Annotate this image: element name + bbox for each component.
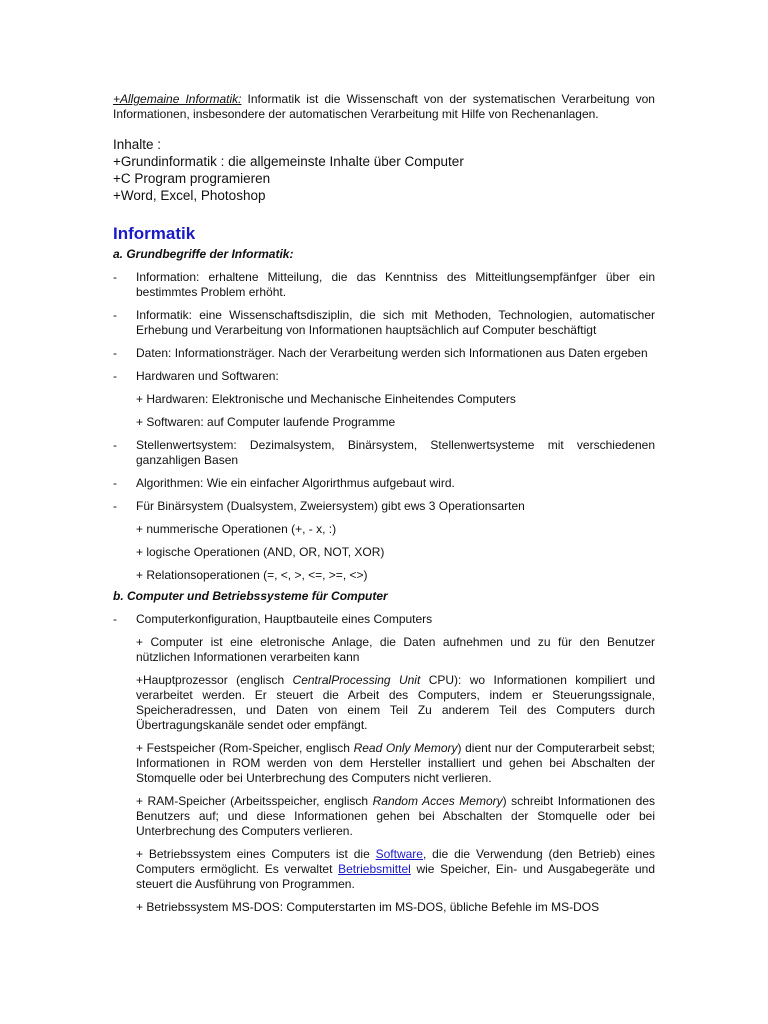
bullet-dash: -: [113, 612, 117, 626]
bullet-item: [113, 499, 655, 514]
bullet-item: [113, 369, 655, 384]
bullet-dash: -: [113, 499, 117, 513]
intro-paragraph: [113, 92, 655, 122]
msdos-paragraph: + Betriebssystem MS-DOS: Computerstarten im MS-DOS, übliche Befehle im MS-DOS: [136, 900, 600, 914]
text-run: wie Speicher, Ein- und Ausgabegeräte und steuert die Ausführung von Programmen.: [136, 862, 655, 891]
section-b-title: b. Computer und Betriebssysteme für Computer: [113, 589, 388, 603]
intro-text: Informatik ist die Wissenschaft von der systematischen Verarbeitung von Informationen, insbesondere der automatischen Verarbeitung mit Hilfe von Rechenanlagen.: [113, 92, 655, 121]
rom-paragraph: [113, 741, 655, 786]
bullet-dash: -: [113, 476, 117, 490]
bullet-item: [113, 308, 655, 338]
italic-term: Read Only Memory: [353, 741, 458, 755]
sub-item: + Hardwaren: Elektronische und Mechanische Einheitendes Computers: [136, 392, 516, 406]
contents-list: [113, 136, 655, 204]
bullet-text: Stellenwertsystem: Dezimalsystem, Binärsystem, Stellenwertsysteme mit verschiedenen ganzahligen Basen: [136, 438, 655, 467]
bullet-text: Algorithmen: Wie ein einfacher Algorirthmus aufgebaut wird.: [136, 476, 455, 490]
italic-term: Random Acces Memory: [372, 794, 503, 808]
text-run: +Hauptprozessor (englisch: [136, 673, 293, 687]
text-run: + RAM-Speicher (Arbeitsspeicher, englisch: [136, 794, 373, 808]
contents-title: Inhalte :: [113, 137, 162, 152]
bullet-dash: -: [113, 346, 117, 360]
cpu-paragraph: [113, 673, 655, 733]
text-run: ) dient nur der Computerarbeit sebst; Informationen in ROM werden von dem Hersteller installiert und gehen bei Abschalten der Stomquelle oder bei Unterbrechung des Computers nicht verlieren.: [136, 741, 655, 785]
bullet-text: Daten: Informationsträger. Nach der Verarbeitung werden sich Informationen aus Daten ergeben: [136, 346, 648, 360]
bullet-dash: -: [113, 369, 117, 383]
betriebsmittel-link[interactable]: Betriebsmittel: [338, 862, 411, 876]
bullet-item: [113, 346, 655, 361]
bullet-item: [113, 438, 655, 468]
text-run: , die die Verwendung (den Betrieb) eines Computers ermöglicht. Es verwaltet: [136, 847, 655, 876]
bullet-text: Hardwaren und Softwaren:: [136, 369, 279, 383]
bullet-text: Computerkonfiguration, Hauptbauteile eines Computers: [136, 612, 433, 626]
software-link[interactable]: Software: [375, 847, 423, 861]
bullet-text: Information: erhaltene Mitteilung, die das Kenntniss des Mitteitlungsempfänfger über ein bestimmtes Problem erhöht.: [136, 270, 655, 299]
contents-item: +Grundinformatik : die allgemeinste Inhalte über Computer: [113, 154, 464, 169]
os-paragraph: [113, 847, 655, 892]
contents-item: +Word, Excel, Photoshop: [113, 188, 266, 203]
sub-item: + Softwaren: auf Computer laufende Programme: [136, 415, 396, 429]
ram-paragraph: [113, 794, 655, 839]
bullet-item: [113, 270, 655, 300]
bullet-text: Informatik: eine Wissenschaftsdisziplin, die sich mit Methoden, Technologien, automatischer Erhebung und Verarbeitung von Informationen hauptsächlich auf Computer beschäftigt: [136, 308, 655, 337]
text-run: ) schreibt Informationen des Benutzers auf; und diese Informationen gehen bei Abschalten der Stomquelle oder bei Unterbrechung des Computers verlieren.: [136, 794, 655, 838]
computer-paragraph: + Computer ist eine eletronische Anlage, die Daten aufnehmen und zu für den Benutzer nützlichen Informationen verarbeiten kann: [136, 635, 655, 664]
main-heading: Informatik: [113, 224, 196, 243]
bullet-item: [113, 612, 655, 627]
section-a-title: a. Grundbegriffe der Informatik:: [113, 247, 294, 261]
contents-item: +C Program programieren: [113, 171, 271, 186]
bullet-item: [113, 476, 655, 491]
text-run: CPU): wo Informationen kompiliert und verarbeitet werden. Er steuert die Arbeit des Computers, indem er Steuerungssignale, Speicheradressen, und Daten von einem Teil Zu anderem Teil des Computers durch Übertragungskanäle sendet oder empfängt.: [136, 673, 656, 732]
italic-term: CentralProcessing Unit: [292, 673, 421, 687]
document-body: [113, 92, 655, 915]
bullet-text: Für Binärsystem (Dualsystem, Zweiersystem) gibt ews 3 Operationsarten: [136, 499, 525, 513]
bullet-dash: -: [113, 438, 117, 452]
text-run: + Festspeicher (Rom-Speicher, englisch: [136, 741, 354, 755]
sub-item: + Relationsoperationen (=, <, >, <=, >=, <>): [136, 568, 368, 582]
sub-item: + nummerische Operationen (+, - x, :): [136, 522, 337, 536]
intro-label: +Allgemaine Informatik:: [113, 92, 242, 106]
sub-item: + logische Operationen (AND, OR, NOT, XOR): [136, 545, 385, 559]
bullet-dash: -: [113, 308, 117, 322]
bullet-dash: -: [113, 270, 117, 284]
text-run: + Betriebssystem eines Computers ist die: [136, 847, 376, 861]
